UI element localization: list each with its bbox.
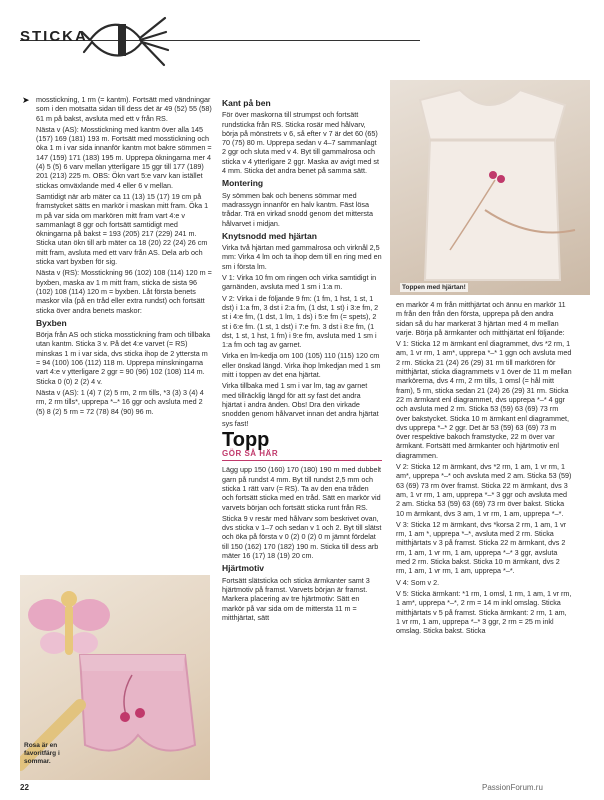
page-number: 22	[20, 783, 29, 792]
section-title: STICKA	[20, 28, 88, 45]
paragraph: För över maskorna till strumpst och fortsätt rundsticka från RS. Sticka rosär med hålvarv, börja på mönstrets v 6, så efter v 7 är det 60 (65) 70 (75) 80 m. Upprepa sedan v 4–7 sammanlagt 2 ggr och sluta med v 4. Byt till gammalrosa och sticka v 4 ytterligare 2 ggr. Maska av avigt med st 4 mm. Sticka det andra benet på samma sätt.	[222, 110, 379, 176]
page-header	[0, 0, 604, 80]
subheading-knytsnodd: Knytsnodd med hjärtan	[222, 230, 317, 241]
paragraph: Lägg upp 150 (160) 170 (180) 190 m med dubbelt garn på rundst 4 mm. Byt till rundst 2,5 mm och sticka 1 rätt varv (= RS). Ta av den ena tråden och fortsätt sticka med en tråd. Sätt en markör vid varvets början och fortsätt sticka runt från RS.	[222, 465, 382, 512]
paragraph: V 4: Som v 2.	[396, 577, 440, 587]
heading-topp: Topp	[222, 428, 270, 451]
paragraph: V 2: Sticka 12 m ärmkant, dvs *2 rm, 1 am, 1 vr rm, 1 am*, upprepa *–* och avsluta med 2 am. Sticka 53 (59) 63 (69) 73 rm över framst. Sticka 22 m ärmkant, dvs 3 am, 1 vr rm, 1 am, upprepa *–* 3 ggr och avsluta med 2 am. Sticka 53 (59) 63 (69) 73 rm över bakst. Sticka 10 m ärmkant, dvs 3 am, 1 vr rm, 1 am, upprepa *–*.	[396, 462, 572, 518]
paragraph: Sy sömmen bak och benens sömmar med madrassygn innanför en halv kantm. Fäst lösa trådar. Trä en virkad snodd genom det mittersta hålvarvet i midjan.	[222, 190, 374, 228]
paragraph: Nästa v (AS): Mosstickning med kantm över alla 145 (157) 169 (181) 193 m. Fortsätt med mosstickning och öka 1 m i var sida innanför kantm mot bakre sömmen = 147 (159) 171 (183) 195 m. Upprepa ökningarna mer 4 (4) 5 (5) 6 varv mellan ytterligare 15 ggr till 177 (189) 201 (213) 225 m. OBS: Ökn vart 5:e varv kan istället stickas omväxlande med 4 eller 6 v mellan.	[36, 124, 212, 190]
paragraph: Sticka 9 v resär med hålvarv som beskrivet ovan, dvs sticka v 1–7 och sedan v 1 och 2. Byt till slätst och öka på första v 0 (2) 0 (2) 0 m jämnt fördelat till 150 (162) 170 (182) 190 m. Sticka till dess arb mäter 16 (17) 18 (19) 20 cm.	[222, 513, 382, 561]
paragraph: Virka tillbaka med 1 sm i var lm, tag av garnet med tillräcklig längd för att sy fast det andra hjärtat i andra änden. Obs! Dra den virkade snodden genom hålvarvet innan det andra hjärtat sys fast!	[222, 381, 379, 428]
subheading-hjartmotiv: Hjärtmotiv	[222, 563, 265, 574]
paragraph: Fortsätt slätsticka och sticka ärmkanter samt 3 hjärtmotiv på framst. Varvets början är framst. Markera placering av tre hjärtmotiv: Sätt en markör på var sida om de mittersta 11 m = mitthjärtat, sätt	[222, 575, 370, 622]
subheading-byxben: Byxben	[36, 317, 67, 328]
yarn-skein-icon	[80, 10, 170, 70]
paragraph: V 1: Sticka 12 m ärmkant enl diagrammet, dvs *2 rm, 1 am, 1 vr rm, 1 am*, upprepa *–* 1 ggn och avsluta med 2 rm. Sticka 21 (24) 26 (29) 31 rm till markören för mitthjärtat, sticka diagrammets v 1 över de 11 m mellan markörerna, dvs 4 rm, 2 rm tills, 1 omsl (= hål mitt fram), 5 rm, sticka sedan 21 (24) 26 (29) 31 rm. Sticka 22 m ärmkant enl diagrammet, dvs upprepa *–* 4 ggr och avsluta med 2 rm. Sticka 53 (59) 63 (69) 73 rm över bakstycket. Sticka 10 m ärmkant enl diagrammet, dvs upprepa *–* 2 ggr. Det är 53 (59) 63 (69) 73 m över respektive bakoch framstycke, 22 m över var ärmkant. Fortsätt med ärmkanter och hjärtmotiv enl diagrammen.	[396, 339, 572, 460]
photo-caption-top: Toppen med hjärtan!	[402, 284, 466, 291]
paragraph: Virka en lm-kedja om 100 (105) 110 (115) 120 cm eller önskad längd. Virka ihop lmkedjan med 1 sm mitt i toppen av det ena hjärtat.	[222, 351, 381, 380]
paragraph: mosstickning, 1 rm (= kantm). Fortsätt med vändningar som i den motsatta sidan till dess det är 49 (52) 55 (58) 61 m på bakst, avsluta med ett v från RS.	[36, 95, 212, 123]
paragraph: Virka två hjärtan med gammalrosa och virknål 2,5 mm: Virka 4 lm och ta ihop dem till en ring med en sm i första lm.	[222, 243, 382, 271]
column-2	[222, 95, 382, 624]
photo-caption-shorts: Rosa är en favoritfärg i sommar.	[24, 742, 60, 765]
paragraph: Samtidigt när arb mäter ca 11 (13) 15 (17) 19 cm på framstycket sätts en markör i maskan mitt fram. Öka 1 m på var sida om markören mitt fram vart 4:e v sammanlagt 8 ggr och fortsätt samtidigt med ökningarna på bakst = 193 (205) 217 (229) 241 m. Sticka utan ökn till arb mäter ca 18 (20) 22 (24) 26 cm mitt fram, avsluta med ett varv från AS. Dela arb och sticka vart byxben för sig.	[36, 191, 209, 267]
paragraph: en markör 4 m från mitthjärtat och ännu en markör 11 m från den från den första, upprepa på den andra sidan så du har markerat 3 hjärtan med 4 m mellan varje. Börja på ärmkanter och mitthjärtat enl följande:	[396, 300, 566, 337]
paragraph: V 2: Virka i de följande 9 fm: (1 fm, 1 hst, 1 st, 1 dst) i 1:a fm, 3 dst i 2:a fm, (1 dst, 1 st) i 3:e fm, 2 st i 4:e fm, (1 dst, 1 lm, 1 ds) i 5:e fm (= spets), 2 st i 6:e fm. (1 st, 1 dst) i 7:e fm. 3 dst i 8:e fm, (1 dst, 1 st, 1 hst, 1 fm) i 9:e fm, avsluta med 1 sm i 1:a fm och tag av garnet.	[222, 293, 379, 350]
subheading-kant: Kant på ben	[222, 98, 271, 108]
knitted-top-illustration	[390, 80, 590, 295]
photo-knitted-top	[390, 80, 590, 295]
subheading-montering: Montering	[222, 178, 264, 189]
column-3	[396, 300, 572, 637]
instructions-label: GÖR SÅ HÄR	[222, 449, 382, 461]
watermark: PassionForum.ru	[482, 783, 543, 792]
paragraph: Börja från AS och sticka mosstickning fram och tillbaka utan kantm. Sticka 3 v. På det 4:e varvet (= RS) minskas 1 m i var sida, dvs sticka ihop de 2 yttersta m = 94 (100) 106 (112) 118 m. Upprepa minskningarna vart 4:e v ytterligare 2 ggr = 90 (96) 102 (108) 114 m. Sticka 0 (0) 2 (2) 4 v.	[36, 330, 211, 386]
column-1	[36, 95, 212, 418]
paragraph: V 1: Virka 10 fm om ringen och virka samtidigt in garnänden, avsluta med 1 sm i 1:a m.	[222, 273, 377, 292]
paragraph: V 5: Sticka ärmkant: *1 rm, 1 omsl, 1 rm, 1 am, 1 vr rm, 1 am*, upprepa *–*, 2 rm = 14 m inkl omslag. Sticka mitthjärtats v 5 på framst. Sticka ärmkant: 2 rm, 1 am, 1 vr rm, 1 am, upprepa *–* 3 ggr, 2 rm = 25 m inkl omslag. Sticka bakst. Sticka	[396, 588, 572, 636]
continue-arrow-icon: ➤	[22, 95, 30, 105]
paragraph: V 3: Sticka 12 m ärmkant, dvs *korsa 2 rm, 1 am, 1 vr rm, 1 am *, upprepa *–*, avsluta med 2 rm. Sticka mitthjärtats v 3 på framst. Sticka 22 m ärmkant, dvs 2 rm, 1 am, 1 vr rm, 1 am, upprepa *–* 3 ggr, avsluta med 2 rm. Sticka bakst. Sticka 10 m ärmkant, dvs 2 rm, 1 am, 1 vr rm, 1 am, upprepa *–*.	[396, 519, 567, 576]
paragraph: Nästa v (RS): Mosstickning 96 (102) 108 (114) 120 m = byxben, maska av 1 m mitt fram, sticka de sista 96 (102) 108 (114) 120 m = byxben. Låt första benets maskor vila (på en tråd eller extra rundst) och fortsätt sticka över andra benets maskor:	[36, 268, 212, 315]
paragraph: Nästa v (AS): 1 (4) 7 (2) 5 rm, 2 rm tills, *3 (3) 3 (4) 4 rm, 2 rm tills*, upprepa *–* 16 ggr och avsluta med 2 (5) 8 (2) 5 rm = 72 (78) 84 (90) 96 m.	[36, 387, 204, 416]
